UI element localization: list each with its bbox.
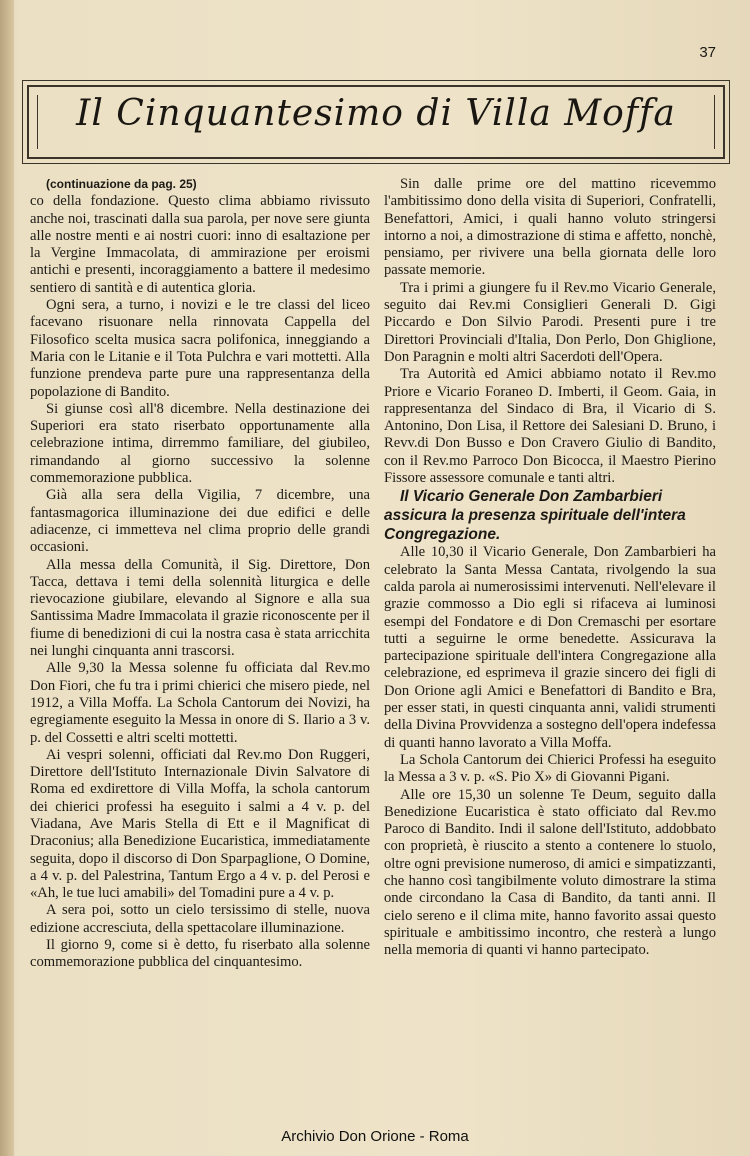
- left-column: [30, 176, 370, 972]
- paragraph: Alla messa della Comunità, il Sig. Direttore, Don Tacca, dettava i temi della solennità liturgica e delle rievocazione giubilare, elevando al Signore e alla sua Santissima Madre Immacolata il grazie riconoscente per il fiume di benedizioni di cui la nostra casa è stata arricchita nei lunghi cinquanta anni trascorsi.: [30, 556, 370, 660]
- paragraph: Tra i primi a giungere fu il Rev.mo Vicario Generale, seguito dai Rev.mi Consiglieri Generali D. Gigi Piccardo e Don Silvio Parodi. Presenti pure i tre Direttori Provinciali d'Italia, Don Perlo, Don Ghiglione, Don Paragnin e molti altri Sacerdoti dell'Opera.: [384, 279, 716, 365]
- section-subheading: Il Vicario Generale Don Zambarbieri assicura la presenza spirituale dell'intera Congregazione.: [384, 488, 686, 544]
- paragraph: Il giorno 9, come si è detto, fu riserbato alla solenne commemorazione pubblica del cinquantesimo.: [30, 937, 370, 971]
- right-column: [384, 176, 716, 959]
- paragraph: Alle 10,30 il Vicario Generale, Don Zambarbieri ha celebrato la Santa Messa Cantata, rivolgendo la sua calda parola ai numerosissimi intervenuti. Nell'elevare il grazie commosso a Dio egli si rifaceva ai luminosi esempi del Fondatore e di Don Cremaschi per esortare tutti a seguirne le orme benedette. Assicurava la partecipazione spirituale dell'intera Congregazione alla celebrazione, ed esprimeva il grazie sincero dei figli di Don Orione agli Amici e Benefattori di Bandito e Bra, per esser stati, in questi cinquanta anni, validi strumenti della Divina Provvidenza a sostegno dell'opera indefessa di quanti hanno lavorato a Villa Moffa.: [384, 544, 716, 751]
- paragraph: Alle ore 15,30 un solenne Te Deum, seguito dalla Benedizione Eucaristica è stato officiato dal Rev.mo Paroco di Bandito. Indi il salone dell'Istituto, addobbato con proprietà, è riuscito a stento a contenere lo stuolo, oltre ogni previsione numeroso, di amici e simpatizzanti, che hanno così tangibilmente voluto dimostrare la stima onde circondano la Casa di Bandito, da tanti anni. Il cielo sereno e il clima mite, hanno favorito assai questo spirituale e ambitissimo incontro, che resterà a lungo nella memoria di quanti vi hanno partecipato.: [384, 786, 716, 959]
- paragraph: Si giunse così all'8 dicembre. Nella destinazione dei Superiori era stato riserbato opportunamente alla celebrazione intima, dirremmo familiare, del giubileo, rimandando al giorno successivo la solenne commemorazione pubblica.: [30, 400, 370, 487]
- paragraph: La Schola Cantorum dei Chierici Professi ha eseguito la Messa a 3 v. p. «S. Pio X» di Giovanni Pigani.: [384, 751, 716, 786]
- title-frame: [22, 80, 730, 164]
- paragraph: co della fondazione. Questo clima abbiamo rivissuto anche noi, trascinati dalla sua parola, per nove sere giunta alle nostre menti e ai nostri cuori: inno di esaltazione per la Vergine Immacolata, di ammirazione per eroismi antichi e presenti, incoraggiamento a battere il medesimo sentiero di santità e di autentica gloria.: [30, 193, 370, 296]
- paragraph: Tra Autorità ed Amici abbiamo notato il Rev.mo Priore e Vicario Foraneo D. Imberti, il Geom. Gaia, in rappresentanza del Sindaco di Bra, il Vicario di S. Antonino, Don Lisa, il Rettore dei Salesiani D. Bruno, i Revv.di Don Busso e Don Cravero Giulio di Bandito, con il Rev.mo Parroco Don Bicocca, il Maestro Pierino Fissore assessore comunale e tanti altri.: [384, 366, 716, 487]
- paragraph: Sin dalle prime ore del mattino ricevemmo l'ambitissimo dono della visita di Superiori, Confratelli, Benefattori, Amici, i quali hanno voluto stringersi intorno a noi, a dimostrazione di stima e affetto, nonchè, pensiamo, per rivivere una bella giornata delle loro passate memorie.: [384, 176, 716, 279]
- page-number: 37: [699, 44, 716, 61]
- archive-footer: Archivio Don Orione - Roma: [281, 1128, 469, 1145]
- book-spine-shadow: [0, 0, 14, 1156]
- article-title: Il Cinquantesimo di Villa Moffa: [76, 93, 676, 134]
- paragraph: Ai vespri solenni, officiati dal Rev.mo Don Ruggeri, Direttore dell'Istituto Internazionale Divin Salvatore di Roma ed exdirettore di Villa Moffa, la schola cantorum dei chierici professi ha eseguito i salmi a 4 v. p. del Viadana, Ave Maris Stella di Ett e il Magnificat di Draconius; alla Benedizione Eucaristica, immediatamente seguita, dopo il discorso di Don Sparpaglione, O Domine, a 4 v. p. del Palestrina, Tantum Ergo a 4 v. p. del Perosi e «Ah, le tue luci amabili» del Tomadini pure a 4 v. p.: [30, 746, 370, 902]
- continuation-note: (continuazione da pag. 25): [46, 177, 197, 191]
- paragraph: Ogni sera, a turno, i novizi e le tre classi del liceo facevano risuonare nella rinnovata Cappella del Filosofico scelta musica sacra polifonica, inneggiando a Maria con le Litanie e il Tota Pulchra e vari mottetti. Alla funzione prendeva parte pure una rappresentanza della popolazione di Bandito.: [30, 297, 370, 400]
- paragraph: Già alla sera della Vigilia, 7 dicembre, una fantasmagorica illuminazione dei due edifici e delle adiacenze, ci immetteva nel clima proprio delle grandi occasioni.: [30, 487, 370, 556]
- paragraph: Alle 9,30 la Messa solenne fu officiata dal Rev.mo Don Fiori, che fu tra i primi chierici che misero piede, nel 1912, a Villa Moffa. La Schola Cantorum dei Novizi, ha egregiamente eseguito la Messa in onore di S. Ilario a 3 v. p. del Cossetti e altri scelti mottetti.: [30, 660, 370, 746]
- paragraph: A sera poi, sotto un cielo tersissimo di stelle, nuova edizione accresciuta, della spettacolare illuminazione.: [30, 902, 370, 936]
